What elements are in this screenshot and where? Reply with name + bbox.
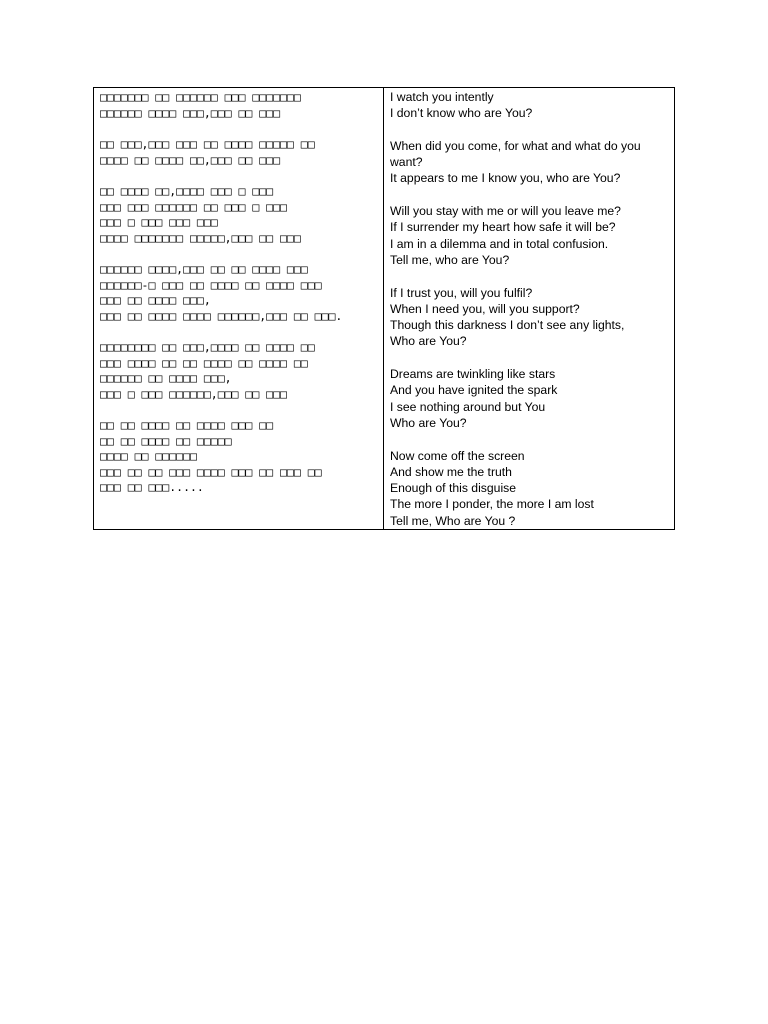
original-stanza-2 [100, 137, 377, 168]
translation-stanza-4 [390, 285, 668, 350]
original-line: □□□ □□□□ □□ □□ □□□□ □□ □□□□ □□ [100, 355, 308, 370]
original-line: □□□ □□ □□ □□□ □□□□ □□□ □□ □□□ □□ [100, 464, 322, 479]
original-stanza-6 [100, 418, 377, 496]
translation-line: Now come off the screen [390, 448, 525, 463]
translation-stanza-5 [390, 366, 668, 431]
translation-line: I don’t know who are You? [390, 106, 533, 121]
translation-line: Dreams are twinkling like stars [390, 367, 556, 382]
original-stanza-4 [100, 262, 377, 324]
translation-line: It appears to me I know you, who are You? [390, 171, 621, 186]
translation-line: Enough of this disguise [390, 481, 517, 496]
original-script-column [94, 88, 384, 529]
original-line: □□□□□□□□ □□ □□□,□□□□ □□ □□□□ □□ [100, 340, 315, 354]
original-line: □□□ □ □□□ □□□ □□□ [100, 215, 218, 229]
original-stanza-5 [100, 340, 377, 402]
original-line: □□□□□□ □□□□,□□□ □□ □□ □□□□ □□□ [100, 262, 308, 276]
original-line: □□□ □□ □□□□ □□□, [100, 293, 211, 307]
translation-stanza-3 [390, 203, 668, 268]
original-line: □□□□□□ □□□□ □□□,□□□ □□ □□□ [100, 105, 281, 120]
translation-line: I watch you intently [390, 90, 494, 104]
original-line: □□ □□□□ □□,□□□□ □□□ □ □□□ [100, 184, 274, 198]
original-stanza-1 [100, 90, 377, 121]
translation-line: The more I ponder, the more I am lost [390, 497, 594, 512]
translation-line: Who are You? [390, 334, 467, 349]
translation-line: Who are You? [390, 415, 467, 430]
original-line: □□ □□□,□□□ □□□ □□ □□□□ □□□□□ □□ [100, 137, 315, 151]
poem-table [93, 87, 675, 530]
translation-line: And show me the truth [390, 464, 512, 479]
original-line: □□□ □□ □□□□ □□□□ □□□□□□,□□□ □□ □□□. [100, 308, 343, 323]
original-line: □□□ □□□ □□□□□□ □□ □□□ □ □□□ [100, 199, 287, 214]
translation-line: When I need you, will you support? [390, 301, 580, 316]
original-line: □□ □□ □□□□ □□ □□□□ □□□ □□ [100, 418, 274, 432]
original-stanza-3 [100, 184, 377, 246]
translation-line: I am in a dilemma and in total confusion. [390, 236, 609, 251]
translation-line: Will you stay with me or will you leave me? [390, 204, 621, 219]
translation-line: When did you come, for what and what do you [390, 138, 641, 153]
original-line: □□□□□□-□ □□□ □□ □□□□ □□ □□□□ □□□ [100, 277, 322, 292]
translation-line: I see nothing around but You [390, 399, 546, 414]
translation-line: And you have ignited the spark [390, 383, 558, 398]
original-line: □□□□ □□□□□□□ □□□□□,□□□ □□ □□□ [100, 230, 301, 245]
translation-line: If I surrender my heart how safe it will be? [390, 220, 616, 235]
original-line: □□□□ □□ □□□□ □□,□□□ □□ □□□ [100, 152, 281, 167]
translation-line: Though this darkness I don’t see any lights, [390, 318, 625, 333]
translation-line: Tell me, Who are You ? [390, 513, 516, 528]
translation-stanza-6 [390, 448, 668, 529]
translation-stanza-2 [390, 138, 668, 187]
original-line: □□□ □ □□□ □□□□□□,□□□ □□ □□□ [100, 386, 287, 401]
original-line: □□□□ □□ □□□□□□ [100, 449, 197, 463]
english-translation-column [384, 88, 674, 529]
original-line: □□□□□□□ □□ □□□□□□ □□□ □□□□□□□ [100, 90, 301, 104]
translation-line: If I trust you, will you fulfil? [390, 285, 533, 300]
original-line: □□□ □□ □□□..... [100, 480, 204, 494]
original-line: □□□□□□ □□ □□□□ □□□, [100, 371, 232, 385]
translation-stanza-1 [390, 89, 668, 122]
translation-line: want? [390, 155, 423, 170]
original-line: □□ □□ □□□□ □□ □□□□□ [100, 433, 232, 448]
translation-line: Tell me, who are You? [390, 252, 510, 267]
